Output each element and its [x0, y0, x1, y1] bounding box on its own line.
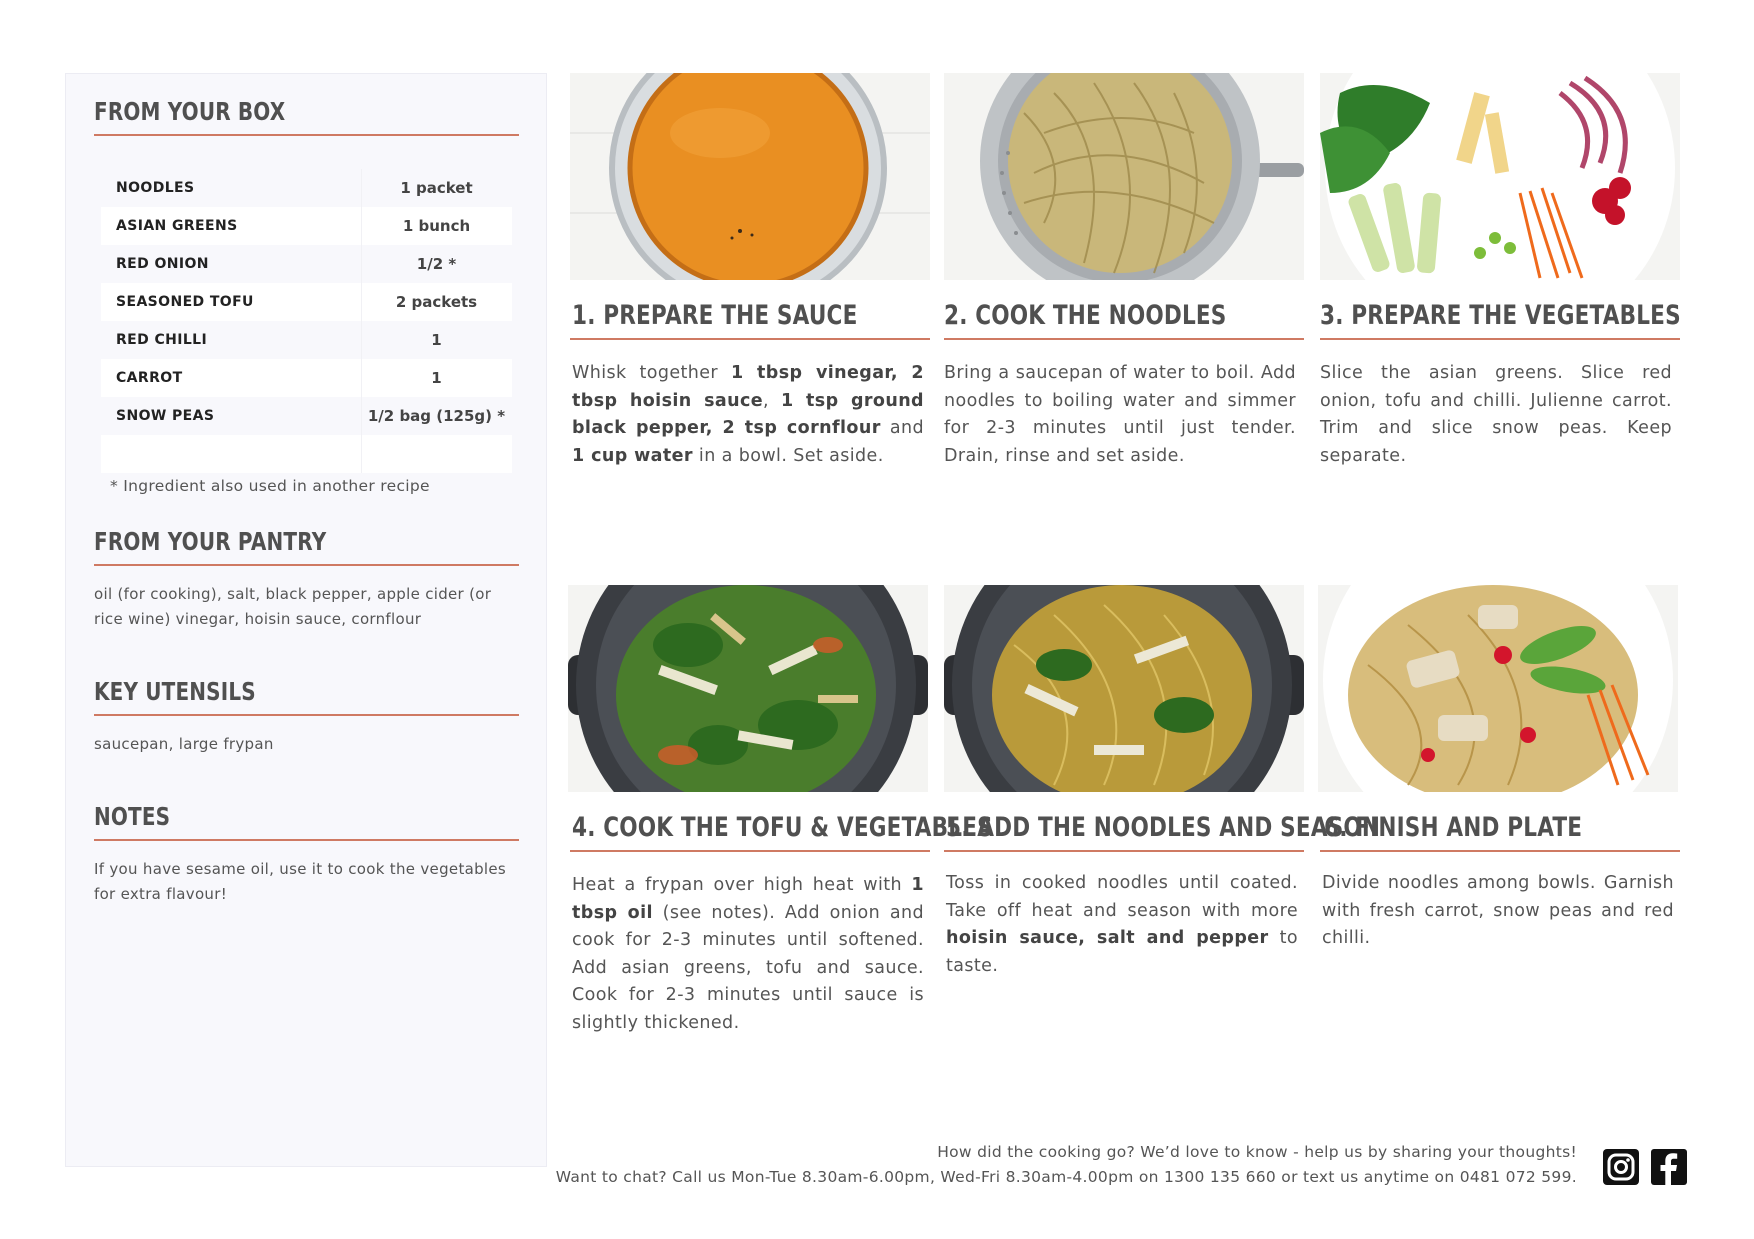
ingredient-qty: 1 packet: [400, 179, 473, 197]
heading-rule: [94, 714, 519, 716]
heading-rule: [94, 564, 519, 566]
pantry-section: [94, 526, 519, 632]
contact-line: Want to chat? Call us Mon-Tue 8.30am-6.00pm, Wed-Fri 8.30am-4.00pm on 1300 135 660 or text us anytime on 0481 072 599.: [555, 1168, 1577, 1186]
ingredient-name: SNOW PEAS: [116, 408, 215, 424]
step-2: [944, 73, 1304, 466]
step-1-photo: [570, 73, 930, 280]
facebook-icon[interactable]: [1651, 1149, 1687, 1185]
ingredient-qty: 1/2 bag (125g) *: [367, 407, 506, 425]
heading-rule: [94, 134, 519, 136]
ingredient-qty: 2 packets: [395, 293, 478, 311]
notes-heading: NOTES: [94, 802, 171, 831]
step-5-photo: [944, 585, 1304, 792]
step-3-title: 3. PREPARE THE VEGETABLES: [1320, 300, 1681, 331]
table-row: [101, 169, 512, 207]
utensils-text: saucepan, large frypan: [94, 735, 274, 753]
step-1-title: 1. PREPARE THE SAUCE: [572, 300, 858, 331]
step-4-text: Heat a frypan over high heat with 1 tbsp oil (see notes). Add onion and cook for 2-3 minutes until softened. Add asian greens, tofu and sauce. Cook for 2-3 minutes until sauce is slightly thickened.: [572, 875, 924, 1033]
table-divider: [361, 169, 362, 473]
pantry-text: oil (for cooking), salt, black pepper, apple cider (or rice wine) vinegar, hoisin sauce, cornflour: [94, 585, 492, 628]
table-row: [101, 245, 512, 283]
step-3-text: Slice the asian greens. Slice red onion, tofu and chilli. Julienne carrot. Trim and slice snow peas. Keep separate.: [1320, 363, 1672, 466]
bold-ingredient: 1 tbsp oil: [572, 875, 924, 923]
heading-rule: [570, 850, 930, 852]
step-4-title: 4. COOK THE TOFU & VEGETABLES: [572, 812, 993, 843]
heading-rule: [1320, 338, 1680, 340]
table-row: [101, 283, 512, 321]
step-5: [944, 585, 1381, 976]
ingredient-footnote: * Ingredient also used in another recipe: [110, 477, 430, 495]
ingredient-name: SEASONED TOFU: [116, 294, 254, 310]
heading-rule: [1320, 850, 1680, 852]
ingredient-name: RED CHILLI: [116, 332, 208, 348]
ingredient-name: CARROT: [116, 370, 183, 386]
step-3: [1320, 73, 1681, 466]
footer: [556, 1140, 1577, 1190]
heading-rule: [570, 338, 930, 340]
pantry-heading: FROM YOUR PANTRY: [94, 527, 327, 556]
step-5-title: 5. ADD THE NOODLES AND SEASON: [946, 812, 1381, 843]
step-6: [1318, 585, 1678, 948]
table-row-empty: [101, 435, 512, 473]
step-1: [570, 73, 930, 466]
from-your-box-heading: FROM YOUR BOX: [94, 97, 286, 126]
notes-section: [94, 801, 519, 907]
step-3-photo: [1320, 73, 1680, 280]
utensils-section: [94, 676, 519, 757]
heading-rule: [944, 338, 1304, 340]
ingredients-table: [101, 169, 512, 473]
table-row: [101, 359, 512, 397]
step-5-text: Toss in cooked noodles until coated. Take off heat and season with more hoisin sauce, salt and pepper to taste.: [946, 873, 1298, 976]
ingredient-name: RED ONION: [116, 256, 209, 272]
step-2-title: 2. COOK THE NOODLES: [944, 300, 1227, 331]
step-1-text: Whisk together 1 tbsp vinegar, 2 tbsp hoisin sauce, 1 tsp ground black pepper, 2 tsp cornflour and 1 cup water in a bowl. Set aside.: [572, 363, 924, 466]
from-your-box-section: [94, 96, 519, 136]
step-4: [568, 585, 993, 1033]
instagram-icon[interactable]: [1603, 1149, 1639, 1185]
ingredient-qty: 1: [431, 331, 442, 349]
step-2-text: Bring a saucepan of water to boil. Add noodles to boiling water and simmer for 2-3 minutes until just tender. Drain, rinse and set aside.: [944, 363, 1296, 466]
table-row: [101, 321, 512, 359]
bold-ingredient: 1 tsp ground black pepper, 2 tsp cornflour: [572, 390, 924, 438]
heading-rule: [944, 850, 1304, 852]
bold-ingredient: 1 tbsp vinegar, 2 tbsp hoisin sauce: [572, 363, 924, 411]
ingredient-qty: 1 bunch: [402, 217, 471, 235]
feedback-line: How did the cooking go? We’d love to know - help us by sharing your thoughts!: [937, 1143, 1577, 1161]
step-4-photo: [568, 585, 928, 792]
ingredient-qty: 1/2 *: [416, 255, 457, 273]
step-6-photo: [1318, 585, 1678, 792]
utensils-heading: KEY UTENSILS: [94, 677, 256, 706]
bold-ingredient: hoisin sauce, salt and pepper: [946, 928, 1269, 948]
table-row: [101, 207, 512, 245]
ingredient-name: ASIAN GREENS: [116, 218, 238, 234]
bold-ingredient: 1 cup water: [572, 445, 693, 466]
notes-text: If you have sesame oil, use it to cook the vegetables for extra flavour!: [94, 860, 507, 903]
heading-rule: [94, 839, 519, 841]
ingredient-name: NOODLES: [116, 180, 195, 196]
step-6-text: Divide noodles among bowls. Garnish with fresh carrot, snow peas and red chilli.: [1322, 873, 1674, 948]
step-2-photo: [944, 73, 1304, 280]
table-row: [101, 397, 512, 435]
step-6-title: 6. FINISH AND PLATE: [1324, 812, 1583, 843]
ingredient-qty: 1: [431, 369, 442, 387]
sidebar: [65, 73, 547, 1167]
